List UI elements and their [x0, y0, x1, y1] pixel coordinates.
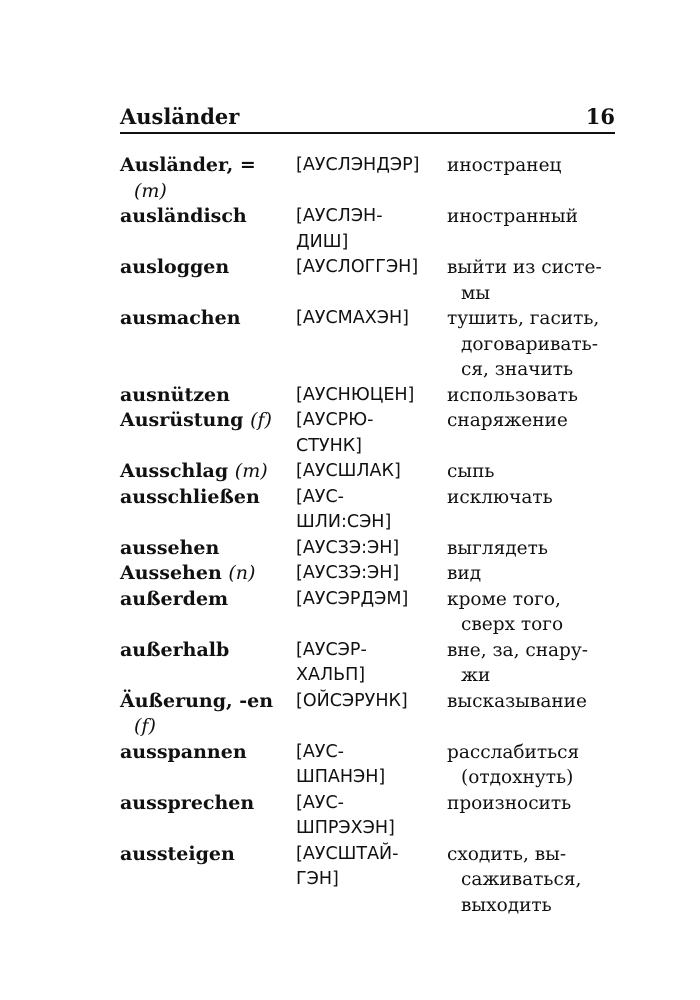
translation-line: выглядеть — [447, 537, 548, 559]
translation-line: исключать — [447, 486, 553, 508]
entry-word: ausnützen — [120, 383, 230, 406]
dictionary-entry — [120, 153, 620, 204]
dictionary-entry — [120, 561, 620, 587]
translation-line: расслабиться — [447, 741, 580, 763]
pronunciation-line: [АУСЭРДЭМ] — [296, 588, 409, 609]
entry-word-cell — [120, 459, 296, 485]
entry-word-cell — [120, 740, 296, 766]
pronunciation-line: [АУСШТАЙ- — [296, 843, 399, 864]
translation-line: иностранец — [447, 155, 562, 176]
pronunciation-line: ХАЛЬП] — [296, 665, 366, 685]
entry-word-cell — [120, 383, 296, 409]
entry-word: Äußerung, -en — [120, 689, 274, 712]
entry-pronunciation — [296, 459, 447, 485]
dictionary-entry — [120, 306, 620, 383]
entry-translation — [447, 408, 620, 434]
entry-word: Aussehen — [120, 562, 222, 584]
entry-pronunciation — [296, 587, 447, 613]
entry-word: ausspannen — [120, 740, 247, 763]
header-title: Ausländer — [120, 104, 240, 129]
translation-line: мы — [461, 282, 491, 304]
translation-line: (отдохнуть) — [461, 767, 574, 788]
pronunciation-line: [АУСЛОГГЭН] — [296, 257, 419, 277]
entry-word: aussprechen — [120, 791, 255, 814]
pronunciation-line: [АУСШЛАК] — [296, 461, 401, 481]
pronunciation-line: [АУСЛЭНДЭР] — [296, 155, 420, 175]
entry-word: außerhalb — [120, 638, 230, 661]
dictionary-entry — [120, 459, 620, 485]
page-number: 16 — [585, 104, 615, 129]
entry-translation — [447, 485, 620, 511]
translation-line: ся, значить — [461, 359, 574, 380]
translation-line: жи — [461, 665, 491, 686]
entry-translation — [447, 638, 620, 689]
entry-translation — [447, 587, 620, 638]
entry-word: ausloggen — [120, 256, 230, 278]
entry-word: aussehen — [120, 536, 220, 559]
entry-word-cell — [120, 153, 296, 204]
translation-line: саживаться, — [461, 869, 582, 890]
entry-word: Ausschlag — [120, 460, 229, 482]
pronunciation-line: [АУСЛЭН- — [296, 206, 383, 226]
dictionary-entry — [120, 255, 620, 306]
dictionary-entry — [120, 408, 620, 459]
pronunciation-line: [АУСРЮ- — [296, 410, 374, 430]
entry-word: außerdem — [120, 587, 229, 610]
entry-pronunciation — [296, 561, 447, 587]
translation-line: вид — [447, 563, 482, 584]
entry-word-cell — [120, 306, 296, 332]
entry-word-cell — [120, 638, 296, 664]
entry-gender: (m) — [234, 460, 268, 482]
pronunciation-line: [АУСЗЭ:ЭН] — [296, 537, 400, 558]
entry-translation — [447, 536, 620, 562]
entry-gender: (n) — [228, 562, 256, 584]
entry-word-line — [120, 408, 296, 434]
entry-pronunciation — [296, 638, 447, 689]
entry-word-cell — [120, 408, 296, 434]
entry-translation — [447, 791, 620, 817]
translation-line: договаривать- — [461, 333, 598, 355]
entry-pronunciation — [296, 536, 447, 562]
entry-word-cell — [120, 204, 296, 230]
translation-line: выходить — [461, 894, 552, 916]
pronunciation-line: [ОЙСЭРУНК] — [296, 690, 408, 711]
translation-line: высказывание — [447, 690, 587, 712]
translation-line: тушить, гасить, — [447, 308, 600, 329]
pronunciation-line: ДИШ] — [296, 231, 349, 252]
translation-line: произносить — [447, 792, 572, 814]
pronunciation-line: [АУСМАХЭН] — [296, 308, 409, 328]
entry-word-cell — [120, 689, 296, 740]
entry-word: ausmachen — [120, 307, 241, 329]
translation-line: сверх того — [461, 614, 564, 635]
entry-translation — [447, 459, 620, 485]
dictionary-entry — [120, 587, 620, 638]
dictionary-entry — [120, 689, 620, 740]
entry-word: Ausländer, = — [120, 154, 256, 176]
entry-word: ausländisch — [120, 205, 247, 227]
dictionary-entry — [120, 204, 620, 255]
entry-gender: (f) — [134, 715, 156, 737]
entry-pronunciation — [296, 485, 447, 536]
dictionary-entry — [120, 842, 620, 919]
entry-word-cell — [120, 536, 296, 562]
pronunciation-line: [АУСЗЭ:ЭН] — [296, 563, 400, 583]
entry-translation — [447, 689, 620, 715]
entry-gender: (f) — [250, 409, 272, 431]
entry-pronunciation — [296, 255, 447, 281]
entry-pronunciation — [296, 383, 447, 409]
translation-line: сходить, вы- — [447, 843, 567, 865]
translation-line: сыпь — [447, 461, 495, 482]
entry-pronunciation — [296, 408, 447, 459]
dictionary-entry — [120, 383, 620, 409]
dictionary-entry — [120, 791, 620, 842]
pronunciation-line: [АУС- — [296, 741, 344, 762]
entry-pronunciation — [296, 791, 447, 842]
pronunciation-line: ШЛИ:СЭН] — [296, 512, 392, 532]
entry-pronunciation — [296, 740, 447, 791]
entry-pronunciation — [296, 153, 447, 179]
entry-translation — [447, 255, 620, 306]
entry-word-cell — [120, 255, 296, 281]
entry-word-line — [120, 459, 296, 485]
entry-pronunciation — [296, 842, 447, 893]
pronunciation-line: ГЭН] — [296, 869, 339, 889]
entry-word-cell — [120, 587, 296, 613]
pronunciation-line: [АУСНЮЦЕН] — [296, 384, 415, 405]
pronunciation-line: ШПРЭХЭН] — [296, 818, 395, 838]
entry-word-cell — [120, 842, 296, 868]
entry-translation — [447, 740, 620, 791]
translation-line: снаряжение — [447, 410, 568, 431]
translation-line: кроме того, — [447, 588, 561, 610]
running-header — [120, 104, 615, 134]
entry-translation — [447, 842, 620, 919]
entry-translation — [447, 306, 620, 383]
pronunciation-line: ШПАНЭН] — [296, 767, 386, 787]
translation-line: выйти из систе- — [447, 257, 602, 278]
pronunciation-line: [АУС- — [296, 792, 344, 813]
entry-word-cell — [120, 561, 296, 587]
dictionary-entries — [120, 153, 620, 918]
pronunciation-line: СТУНК] — [296, 435, 362, 456]
entry-word-cell — [120, 791, 296, 817]
entry-pronunciation — [296, 204, 447, 255]
dictionary-entry — [120, 740, 620, 791]
pronunciation-line: [АУС- — [296, 486, 344, 507]
translation-line: иностранный — [447, 206, 578, 227]
entry-gender: (m) — [134, 179, 167, 202]
entry-word-line — [120, 561, 296, 587]
pronunciation-line: [АУСЭР- — [296, 639, 367, 660]
entry-word: aussteigen — [120, 842, 235, 865]
entry-pronunciation — [296, 306, 447, 332]
entry-translation — [447, 383, 620, 409]
entry-word-cell — [120, 485, 296, 511]
entry-translation — [447, 153, 620, 179]
entry-word: Ausrüstung — [120, 409, 244, 431]
entry-translation — [447, 204, 620, 230]
translation-line: использовать — [447, 384, 578, 406]
entry-pronunciation — [296, 689, 447, 715]
entry-word: ausschließen — [120, 485, 260, 508]
entry-translation — [447, 561, 620, 587]
dictionary-entry — [120, 536, 620, 562]
dictionary-entry — [120, 638, 620, 689]
dictionary-entry — [120, 485, 620, 536]
translation-line: вне, за, снару- — [447, 639, 589, 661]
